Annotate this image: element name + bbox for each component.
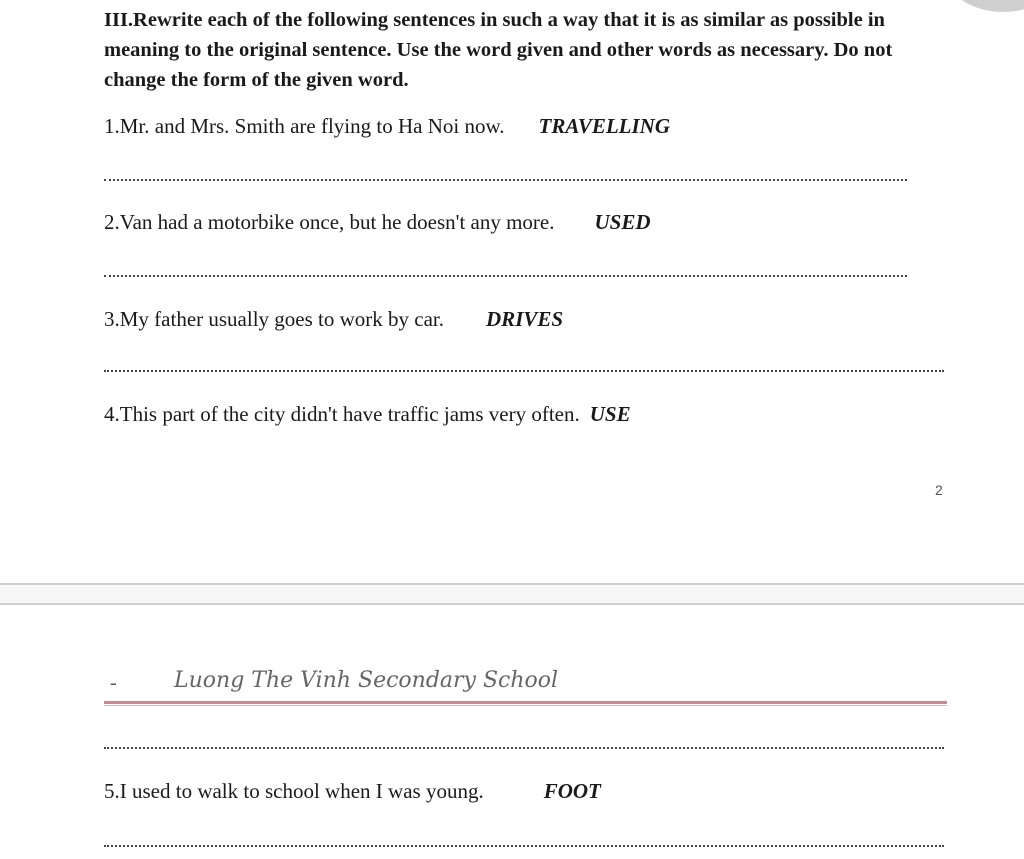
question-sentence: 2.Van had a motorbike once, but he doesn't any more. [104, 210, 555, 234]
question-keyword: USE [589, 402, 631, 426]
question-sentence: 3.My father usually goes to work by car. [104, 307, 445, 331]
question-keyword: USED [594, 210, 651, 234]
answer-line-1 [104, 179, 907, 181]
header-dash: - [110, 672, 117, 694]
question-keyword: TRAVELLING [538, 114, 670, 138]
answer-line-2 [104, 275, 907, 277]
answer-line-4 [104, 747, 944, 749]
question-2 [104, 210, 651, 235]
question-keyword: DRIVES [486, 307, 564, 331]
question-3 [104, 307, 563, 332]
answer-line-3 [104, 370, 944, 372]
school-name-header: Luong The Vinh Secondary School [174, 668, 559, 693]
header-rule-thin [104, 705, 947, 706]
question-4 [104, 402, 631, 427]
question-sentence: 1.Mr. and Mrs. Smith are flying to Ha Noi now. [104, 114, 505, 138]
answer-line-5 [104, 845, 944, 847]
section-instructions: III.Rewrite each of the following sentences in such a way that it is as similar as possible in meaning to the original sentence. Use the word given and other words as necessary. Do not change the form of the given word. [104, 9, 893, 91]
question-keyword: FOOT [543, 779, 601, 803]
page-break [0, 583, 1024, 605]
question-sentence: 5.I used to walk to school when I was young. [104, 779, 484, 803]
question-sentence: 4.This part of the city didn't have traffic jams very often. [104, 402, 580, 426]
header-rule [104, 701, 947, 704]
question-5 [104, 779, 601, 804]
page-number: 2 [935, 482, 943, 498]
question-1 [104, 114, 670, 139]
corner-overlay [948, 0, 1024, 12]
